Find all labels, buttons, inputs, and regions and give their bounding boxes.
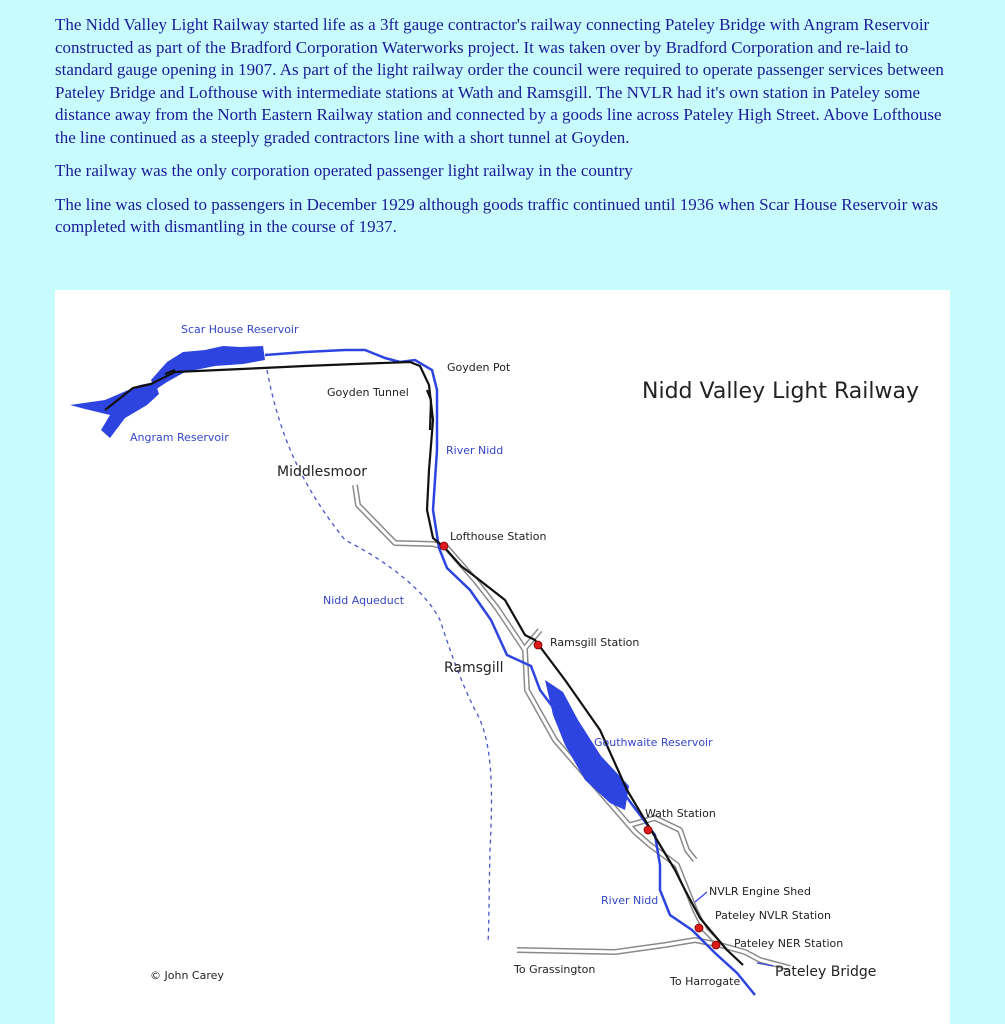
label-ramsgill-station: Ramsgill Station — [550, 636, 640, 649]
label-pateley-ner-station: Pateley NER Station — [734, 937, 844, 950]
label-nidd-aqueduct: Nidd Aqueduct — [323, 594, 405, 607]
lofthouse-station-marker — [440, 542, 448, 550]
label-lofthouse-station: Lofthouse Station — [450, 530, 547, 543]
intro-paragraph-closure: The line was closed to passengers in December 1929 although goods traffic continued until 1936 when Scar House Reservoir was completed with dismantling in the course of 1937. — [55, 194, 938, 236]
label-river-nidd-upper: River Nidd — [446, 444, 504, 457]
label-angram-reservoir: Angram Reservoir — [130, 431, 229, 444]
ramsgill-station-marker — [534, 641, 542, 649]
label-goyden-pot: Goyden Pot — [447, 361, 511, 374]
wath-station-marker — [644, 826, 652, 834]
label-river-nidd-lower: River Nidd — [601, 894, 659, 907]
label-engine-shed: NVLR Engine Shed — [709, 885, 811, 898]
label-to-grassington: To Grassington — [514, 963, 596, 976]
river-nidd — [265, 350, 755, 995]
label-ramsgill: Ramsgill — [444, 660, 504, 676]
label-to-harrogate: To Harrogate — [670, 975, 741, 988]
railway-map — [55, 290, 950, 1024]
railway-line — [105, 362, 743, 965]
engine-shed-arrow — [695, 892, 707, 902]
label-pateley-bridge: Pateley Bridge — [775, 964, 877, 980]
intro-text — [55, 14, 955, 250]
pateley-nvlr-station-marker — [695, 924, 703, 932]
label-middlesmoor: Middlesmoor — [277, 464, 368, 480]
label-goyden-tunnel: Goyden Tunnel — [327, 386, 409, 399]
map-copyright: © John Carey — [150, 969, 224, 982]
label-gouthwaite-reservoir: Gouthwaite Reservoir — [594, 736, 713, 749]
label-scar-house-reservoir: Scar House Reservoir — [181, 323, 299, 336]
label-wath-station: Wath Station — [645, 807, 716, 820]
intro-paragraph-corporation: The railway was the only corporation operated passenger light railway in the country — [55, 161, 633, 180]
map-title: Nidd Valley Light Railway — [642, 379, 919, 404]
pateley-ner-station-marker — [712, 941, 720, 949]
angram-reservoir — [70, 382, 159, 438]
label-pateley-nvlr-station: Pateley NVLR Station — [715, 909, 831, 922]
intro-paragraph-history: The Nidd Valley Light Railway started life as a 3ft gauge contractor's railway connecting Pateley Bridge with Angram Reservoir constructed as part of the Bradford Corporation Waterworks project. It was taken over by Bradford Corporation and re-laid to standard gauge opening in 1907. As part of the light railway order the council were required to operate passenger services between Pateley Bridge and Lofthouse with intermediate stations at Wath and Ramsgill. The NVLR had it's own station in Pateley some distance away from the North Eastern Railway station and connected by a goods line across Pateley High Street. Above Lofthouse the line continued as a steeply graded contractors line with a short tunnel at Goyden. — [55, 15, 944, 147]
